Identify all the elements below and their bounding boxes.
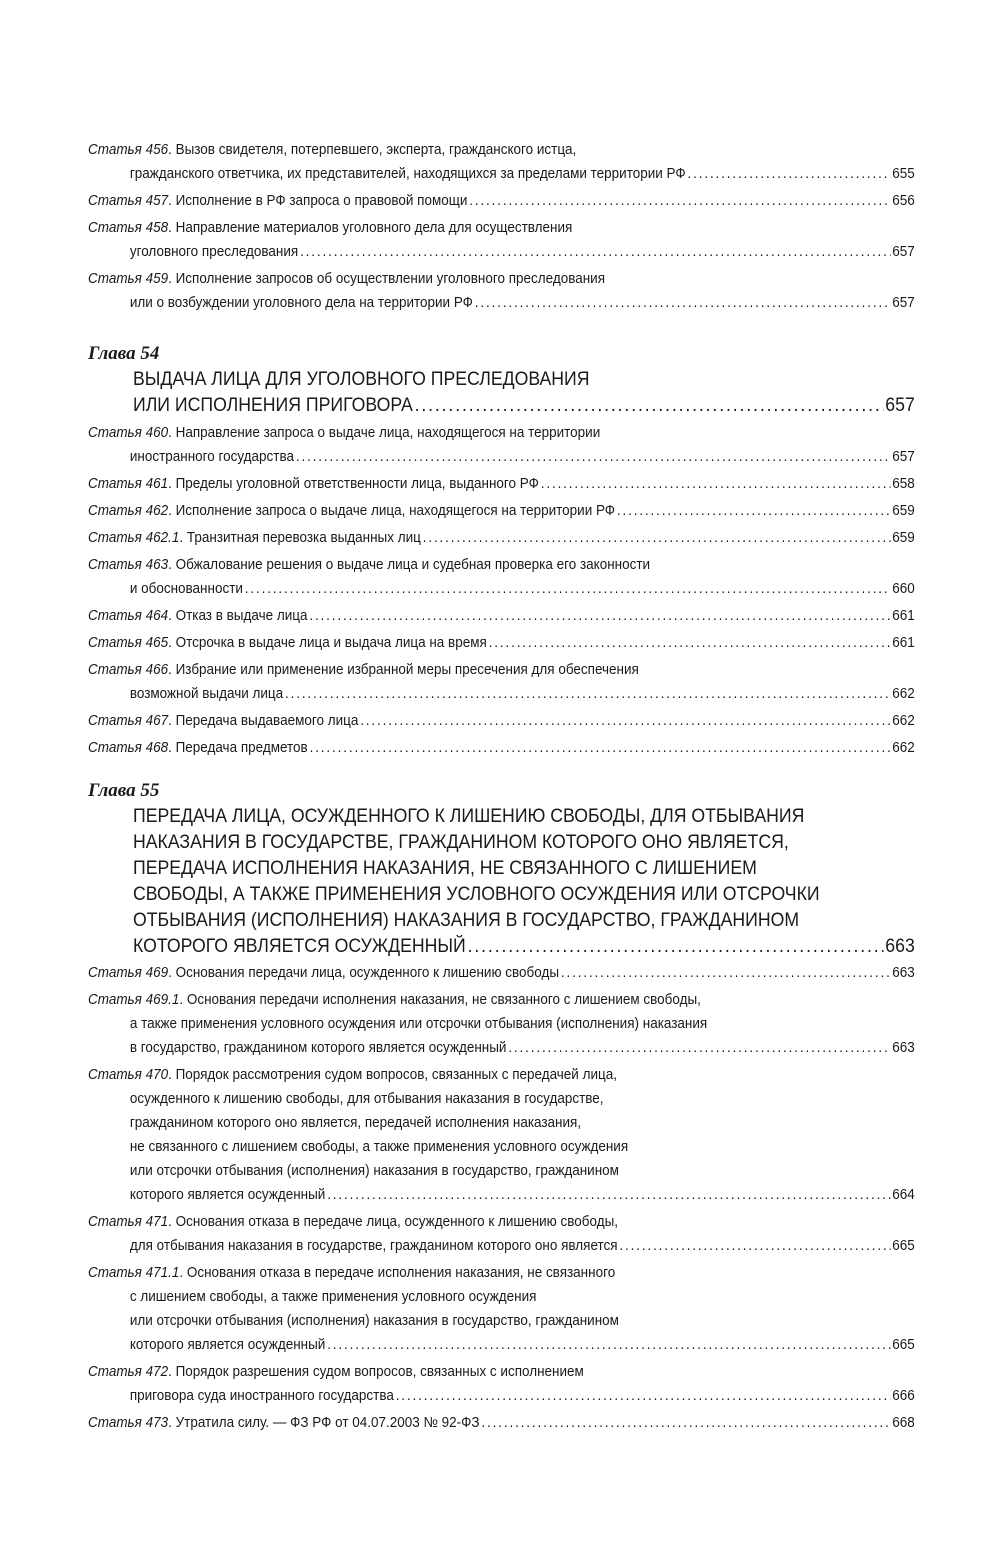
toc-line (88, 1309, 915, 1333)
article-text: Основания отказа в передаче исполнения наказания, не связанного (186, 1265, 616, 1281)
toc-entry (88, 1063, 915, 1207)
toc-line (88, 445, 915, 469)
article-text: или о возбуждении уголовного дела на территории РФ (129, 295, 473, 311)
dot-leader (327, 1333, 890, 1357)
chapter-54-entries (0, 421, 1000, 760)
article-text: осужденного к лишению свободы, для отбывания наказания в государстве, (129, 1091, 604, 1107)
article-text: Избрание или применение избранной меры пресечения для обеспечения (175, 662, 639, 678)
chapter-title-line (133, 856, 915, 882)
article-text: или отсрочки отбывания (исполнения) наказания в государство, гражданином (129, 1163, 619, 1179)
toc-line (88, 1234, 915, 1258)
page-number: 656 (892, 193, 915, 209)
dot-leader (617, 499, 890, 523)
chapter-54-block (0, 341, 1000, 760)
page-number: 658 (892, 476, 915, 492)
page-number: 662 (892, 713, 915, 729)
chapter-title-line (133, 367, 915, 393)
page-number: 663 (885, 936, 915, 957)
page-number: 657 (892, 295, 915, 311)
article-text: Порядок разрешения судом вопросов, связанных с исполнением (175, 1364, 584, 1380)
dot-leader (300, 240, 890, 264)
page-number: 661 (892, 635, 915, 651)
chapter-title-text: СВОБОДЫ, А ТАКЖЕ ПРИМЕНЕНИЯ УСЛОВНОГО ОСУЖДЕНИЯ ИЛИ ОТСРОЧКИ (133, 884, 820, 905)
chapter-55-block (0, 778, 1000, 1435)
toc-line: Статья 458. Направление материалов уголовного дела для осуществления (88, 220, 573, 236)
toc-line (88, 1159, 915, 1183)
article-text: не связанного с лишением свободы, а также применения условного осуждения (129, 1139, 629, 1155)
toc-entry (88, 961, 915, 985)
dot-leader (481, 1411, 890, 1435)
chapter-title-line (133, 830, 915, 856)
chapter-title-text: ОТБЫВАНИЯ (ИСПОЛНЕНИЯ) НАКАЗАНИЯ В ГОСУДАРСТВО, ГРАЖДАНИНОМ (133, 910, 800, 931)
page-number: 666 (892, 1388, 915, 1404)
toc-entry (88, 189, 915, 213)
article-text: гражданином которого оно является, передачей исполнения наказания, (129, 1115, 582, 1131)
toc-line: Статья 460. Направление запроса о выдаче лица, находящегося на территории (88, 425, 601, 441)
dot-leader (469, 189, 890, 213)
chapter-54-label: Глава 54 (88, 343, 160, 364)
article-text: для отбывания наказания в государстве, гражданином которого оно является (129, 1238, 618, 1254)
chapter-title-line (133, 882, 915, 908)
article-text: Отсрочка в выдаче лица и выдача лица на время (175, 635, 487, 651)
dot-leader (561, 961, 890, 985)
chapter-55-title (133, 804, 915, 960)
page-number: 655 (892, 166, 915, 182)
article-label: Статья 464 (88, 608, 169, 624)
article-label: Статья 468 (88, 740, 169, 756)
toc-entry (88, 499, 915, 523)
chapter-title-line (133, 393, 915, 419)
page-number: 662 (892, 740, 915, 756)
toc-line: Статья 466. Избрание или применение избранной меры пресечения для обеспечения (88, 662, 639, 678)
dot-leader (415, 393, 884, 419)
article-text: Вызов свидетеля, потерпевшего, эксперта, гражданского истца, (175, 142, 577, 158)
dot-leader (296, 445, 891, 469)
page-number: 668 (892, 1415, 915, 1431)
toc-entry (88, 604, 915, 628)
article-text: Направление запроса о выдаче лица, находящегося на территории (175, 425, 601, 441)
toc-entry (88, 138, 915, 186)
dot-leader (327, 1183, 890, 1207)
article-label: Статья 462.1 (88, 530, 180, 546)
toc-line (88, 240, 915, 264)
chapter-title-line (133, 908, 915, 934)
article-text: Основания отказа в передаче лица, осужденного к лишению свободы, (175, 1214, 619, 1230)
article-text: с лишением свободы, а также применения условного осуждения (129, 1289, 537, 1305)
toc-entry (88, 1210, 915, 1258)
chapter-54-title (133, 367, 915, 419)
article-text: Обжалование решения о выдаче лица и судебная проверка его законности (175, 557, 651, 573)
article-text: Передача предметов (175, 740, 308, 756)
page-number: 665 (892, 1238, 915, 1254)
dot-leader (619, 1234, 890, 1258)
article-text: Утратила силу. — ФЗ РФ от 04.07.2003 № 92-ФЗ (175, 1415, 480, 1431)
toc-line: Статья 463. Обжалование решения о выдаче лица и судебная проверка его законности (88, 557, 651, 573)
toc-line: Статья 465. Отсрочка в выдаче лица и выдача лица на время ..... 661 (88, 631, 915, 655)
toc-entry (88, 553, 915, 601)
article-text: Порядок рассмотрения судом вопросов, связанных с передачей лица, (175, 1067, 617, 1083)
toc-entry (88, 526, 915, 550)
page-number: 657 (885, 395, 915, 416)
article-text: приговора суда иностранного государства (129, 1388, 394, 1404)
page-number: 663 (892, 1040, 915, 1056)
article-text: возможной выдачи лица (129, 686, 284, 702)
toc-line (88, 1183, 915, 1207)
toc-line (88, 1111, 915, 1135)
toc-entry (88, 1360, 915, 1408)
toc-line: Статья 467. Передача выдаваемого лица ..... 662 (88, 709, 915, 733)
page-number: 657 (892, 244, 915, 260)
dot-leader (310, 736, 891, 760)
chapter-title-text: ПЕРЕДАЧА ЛИЦА, ОСУЖДЕННОГО К ЛИШЕНИЮ СВОБОДЫ, ДЛЯ ОТБЫВАНИЯ (133, 806, 805, 827)
article-text: Передача выдаваемого лица (175, 713, 359, 729)
toc-line: Статья 462. Исполнение запроса о выдаче лица, находящегося на территории РФ ..... 659 (88, 499, 915, 523)
article-text: и обоснованности (129, 581, 243, 597)
article-text: в государство, гражданином которого является осужденный (129, 1040, 507, 1056)
toc-line (88, 1333, 915, 1357)
page-number: 657 (892, 449, 915, 465)
article-label: Статья 456 (88, 142, 169, 158)
toc-line (88, 162, 915, 186)
toc-entry (88, 472, 915, 496)
toc-line: Статья 469.1. Основания передачи исполнения наказания, не связанного с лишением свободы, (88, 992, 701, 1008)
dot-leader (468, 934, 884, 960)
article-text: Исполнение запроса о выдаче лица, находящегося на территории РФ (175, 503, 616, 519)
page-number: 664 (892, 1187, 915, 1203)
toc-line: Статья 473. Утратила силу. — ФЗ РФ от 04.07.2003 № 92-ФЗ ..... 668 (88, 1411, 915, 1435)
toc-line: Статья 457. Исполнение в РФ запроса о правовой помощи ..... 656 (88, 189, 915, 213)
chapter-55-entries (0, 961, 1000, 1435)
dot-leader (245, 577, 891, 601)
page-number: 662 (892, 686, 915, 702)
toc-line (88, 1384, 915, 1408)
dot-leader (508, 1036, 890, 1060)
chapter-title-line (133, 934, 915, 960)
toc-line (88, 1285, 915, 1309)
chapter-title-text: ИЛИ ИСПОЛНЕНИЯ ПРИГОВОРА (133, 395, 413, 416)
toc-entry (88, 736, 915, 760)
toc-line: Статья 464. Отказ в выдаче лица ..... 661 (88, 604, 915, 628)
dot-leader (489, 631, 891, 655)
article-text: Основания передачи лица, осужденного к лишению свободы (175, 965, 560, 981)
page-number: 659 (892, 530, 915, 546)
dot-leader (423, 526, 891, 550)
article-label: Статья 472 (88, 1364, 169, 1380)
dot-leader (541, 472, 891, 496)
toc-line (88, 291, 915, 315)
toc-line (88, 1012, 915, 1036)
article-text: гражданского ответчика, их представителей, находящихся за пределами территории РФ (129, 166, 686, 182)
article-label: Статья 473 (88, 1415, 169, 1431)
article-text: Основания передачи исполнения наказания, не связанного с лишением свободы, (186, 992, 701, 1008)
toc-entry (88, 267, 915, 315)
toc-entry (88, 988, 915, 1060)
toc-line: Статья 459. Исполнение запросов об осуществлении уголовного преследования (88, 271, 606, 287)
toc-line (88, 682, 915, 706)
dot-leader (475, 291, 891, 315)
page-number: 663 (892, 965, 915, 981)
article-label: Статья 469 (88, 965, 169, 981)
chapter-title-text: НАКАЗАНИЯ В ГОСУДАРСТВЕ, ГРАЖДАНИНОМ КОТОРОГО ОНО ЯВЛЯЕТСЯ, (133, 832, 789, 853)
dot-leader (285, 682, 890, 706)
article-label: Статья 469.1 (88, 992, 180, 1008)
article-label: Статья 466 (88, 662, 169, 678)
toc-entry (88, 216, 915, 264)
toc-line: Статья 472. Порядок разрешения судом вопросов, связанных с исполнением (88, 1364, 584, 1380)
toc-line: Статья 468. Передача предметов ..... 662 (88, 736, 915, 760)
chapter-title-text: КОТОРОГО ЯВЛЯЕТСЯ ОСУЖДЕННЫЙ (133, 936, 466, 957)
toc-line: Статья 471.1. Основания отказа в передаче исполнения наказания, не связанного (88, 1265, 616, 1281)
article-label: Статья 458 (88, 220, 169, 236)
article-label: Статья 465 (88, 635, 169, 651)
article-text: Направление материалов уголовного дела для осуществления (175, 220, 573, 236)
article-text: которого является осужденный (129, 1187, 326, 1203)
toc-line (88, 1036, 915, 1060)
article-text: Отказ в выдаче лица (175, 608, 308, 624)
article-text: Пределы уголовной ответственности лица, выданного РФ (175, 476, 539, 492)
article-label: Статья 459 (88, 271, 169, 287)
article-label: Статья 461 (88, 476, 169, 492)
article-label: Статья 457 (88, 193, 169, 209)
article-label: Статья 470 (88, 1067, 169, 1083)
toc-entry (88, 1411, 915, 1435)
article-label: Статья 471 (88, 1214, 169, 1230)
dot-leader (360, 709, 890, 733)
article-text: а также применения условного осуждения или отсрочки отбывания (исполнения) наказания (129, 1016, 708, 1032)
toc-line: Статья 456. Вызов свидетеля, потерпевшего, эксперта, гражданского истца, (88, 142, 577, 158)
article-text: уголовного преследования (129, 244, 299, 260)
article-label: Статья 460 (88, 425, 169, 441)
toc-line (88, 1087, 915, 1111)
article-text: иностранного государства (129, 449, 294, 465)
toc-line: Статья 471. Основания отказа в передаче лица, осужденного к лишению свободы, (88, 1214, 619, 1230)
article-label: Статья 463 (88, 557, 169, 573)
chapter-title-line (133, 804, 915, 830)
toc-line (88, 1135, 915, 1159)
toc-entry (88, 421, 915, 469)
toc-line: Статья 462.1. Транзитная перевозка выданных лиц ..... 659 (88, 526, 915, 550)
article-label: Статья 462 (88, 503, 169, 519)
article-label: Статья 471.1 (88, 1265, 180, 1281)
article-label: Статья 467 (88, 713, 169, 729)
dot-leader (688, 162, 891, 186)
chapter-title-text: ПЕРЕДАЧА ИСПОЛНЕНИЯ НАКАЗАНИЯ, НЕ СВЯЗАННОГО С ЛИШЕНИЕМ (133, 858, 757, 879)
article-text: Транзитная перевозка выданных лиц (186, 530, 421, 546)
toc-entry (88, 709, 915, 733)
toc-entry (88, 1261, 915, 1357)
dot-leader (309, 604, 890, 628)
page-number: 665 (892, 1337, 915, 1353)
chapter-title-text: ВЫДАЧА ЛИЦА ДЛЯ УГОЛОВНОГО ПРЕСЛЕДОВАНИЯ (133, 369, 590, 390)
chapter-55-label: Глава 55 (88, 780, 160, 801)
dot-leader (396, 1384, 891, 1408)
article-text: Исполнение в РФ запроса о правовой помощи (175, 193, 468, 209)
article-text: которого является осужденный (129, 1337, 326, 1353)
page-number: 659 (892, 503, 915, 519)
toc-section-chapter-53-tail (0, 138, 1000, 315)
toc-entry (88, 631, 915, 655)
toc-line: Статья 461. Пределы уголовной ответственности лица, выданного РФ ..... 658 (88, 472, 915, 496)
article-text: или отсрочки отбывания (исполнения) наказания в государство, гражданином (129, 1313, 619, 1329)
toc-line (88, 577, 915, 601)
article-text: Исполнение запросов об осуществлении уголовного преследования (175, 271, 606, 287)
toc-entry (88, 658, 915, 706)
toc-line: Статья 470. Порядок рассмотрения судом вопросов, связанных с передачей лица, (88, 1067, 617, 1083)
page-number: 660 (892, 581, 915, 597)
toc-line: Статья 469. Основания передачи лица, осужденного к лишению свободы ..... 663 (88, 961, 915, 985)
page-number: 661 (892, 608, 915, 624)
